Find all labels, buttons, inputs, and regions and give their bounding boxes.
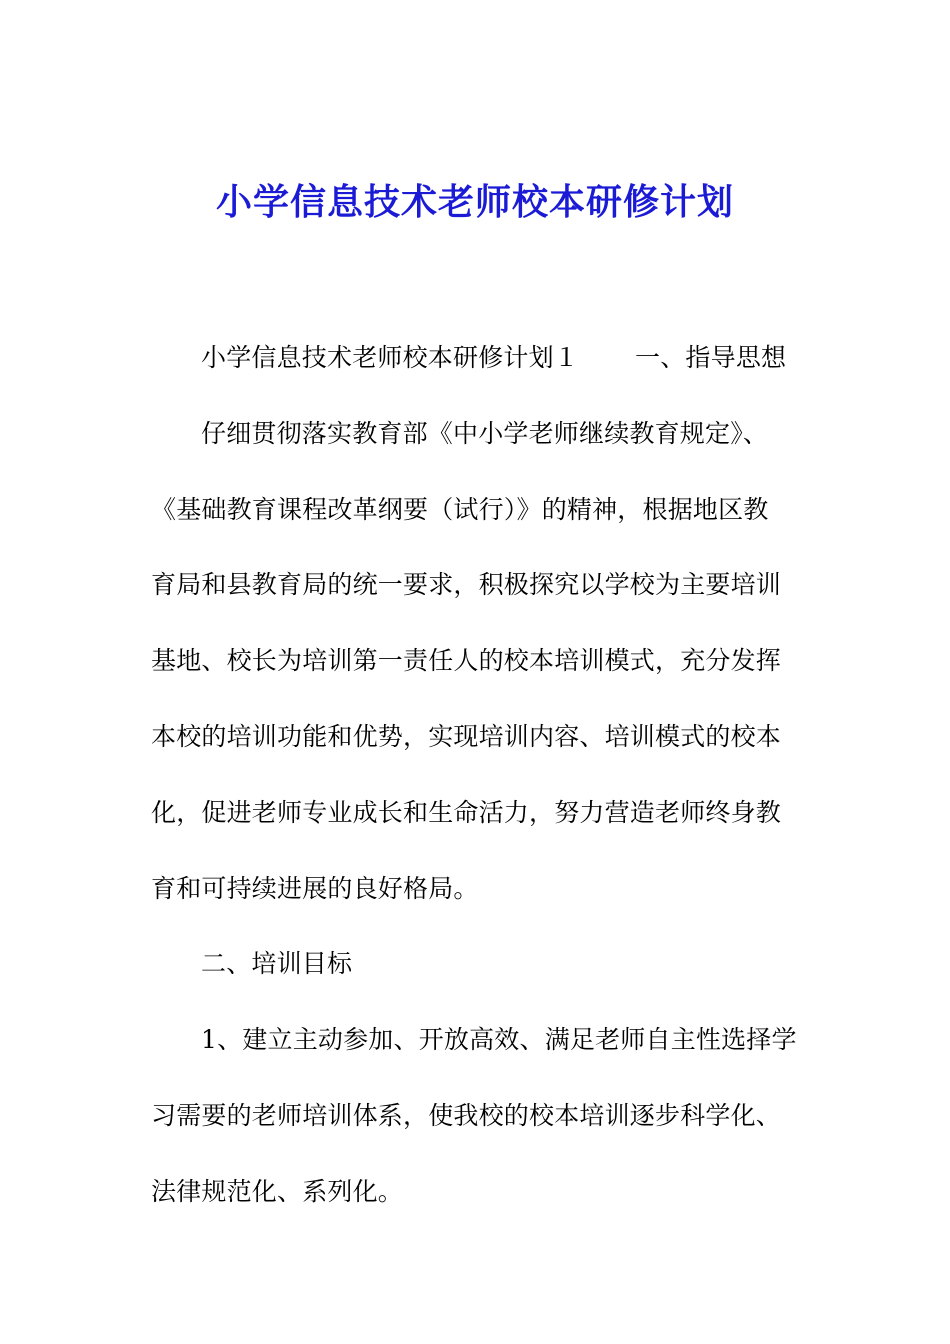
paragraph-one-line: 育局和县教育局的统一要求，积极探究以学校为主要培训	[151, 570, 782, 600]
paragraph-one-line: 基地、校长为培训第一责任人的校本培训模式，充分发挥	[151, 646, 782, 676]
section-two-heading: 二、培训目标	[201, 949, 353, 979]
document-body	[151, 320, 801, 1230]
paragraph-one-line: 《基础教育课程改革纲要（试行）》的精神，根据地区教	[151, 494, 769, 524]
plan-name: 小学信息技术老师校本研修计划１	[201, 343, 580, 372]
item-one-line: 习需要的老师培训体系，使我校的校本培训逐步科学化、	[151, 1100, 782, 1130]
paragraph-one-line: 本校的培训功能和优势，实现培训内容、培训模式的校本	[151, 721, 782, 751]
paragraph-one-line: 育和可持续进展的良好格局。	[151, 873, 479, 903]
paragraph-one-line: 化，促进老师专业成长和生命活力，努力营造老师终身教	[151, 797, 782, 827]
paragraph-one-line: 仔细贯彻落实教育部《中小学老师继续教育规定》、	[201, 418, 769, 448]
heading-line	[151, 320, 801, 396]
item-one-line: 1、建立主动参加、开放高效、满足老师自主性选择学	[201, 1025, 797, 1055]
item-one-line: 法律规范化、系列化。	[151, 1176, 404, 1206]
document-title: 小学信息技术老师校本研修计划	[215, 182, 734, 223]
section-one-heading: 一、指导思想	[635, 343, 787, 372]
